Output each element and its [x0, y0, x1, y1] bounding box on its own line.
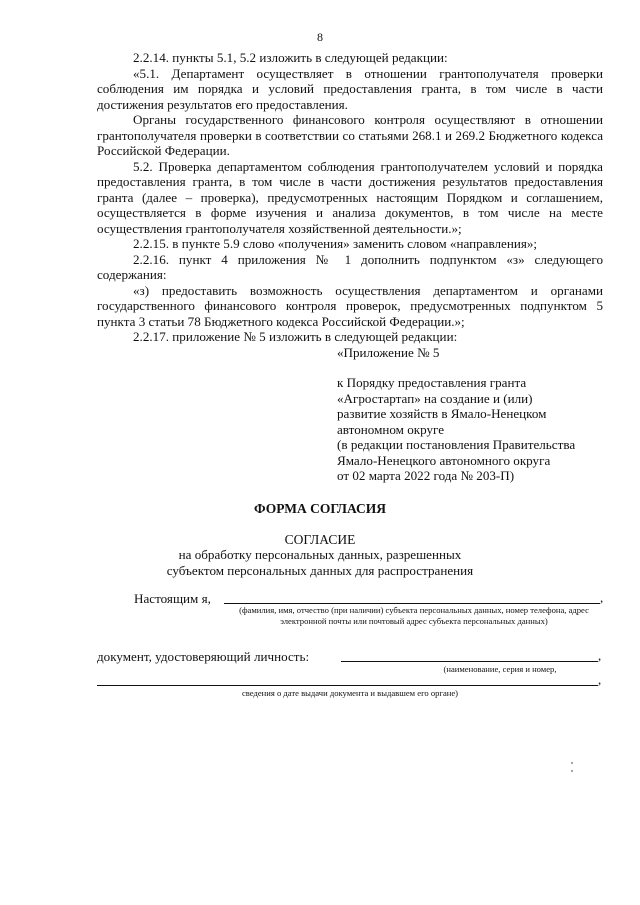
- appendix-block: [337, 345, 603, 484]
- name-label: Настоящим я,: [134, 591, 211, 606]
- doc-details-hint: сведения о дате выдачи документа и выдавшем его органе): [241, 688, 459, 698]
- paragraph: Органы государственного финансового контроля осуществляют в отношении грантополучателя проверки в соответствии со статьями 268.1 и 269.2 Бюджетного кодекса Российской Федерации.: [97, 112, 603, 158]
- appendix-line: от 02 марта 2022 года № 203-П): [337, 468, 515, 483]
- appendix-line: развитие хозяйств в Ямало-Ненецком: [337, 406, 547, 421]
- consent-title: СОГЛАСИЕ: [284, 532, 356, 547]
- appendix-line: к Порядку предоставления гранта: [337, 375, 527, 390]
- doc-comma: ,: [598, 648, 602, 663]
- doc-details-field[interactable]: [97, 685, 598, 686]
- name-comma: ,: [600, 590, 604, 605]
- appendix-heading: «Приложение № 5: [337, 344, 440, 360]
- page-number: 8: [317, 30, 323, 44]
- appendix-spacer: [337, 360, 603, 375]
- paragraph: 2.2.15. в пункте 5.9 слово «получения» заменить словом «направления»;: [133, 236, 538, 251]
- paragraph: 2.2.14. пункты 5.1, 5.2 изложить в следующей редакции:: [133, 50, 448, 65]
- doc-field[interactable]: [341, 661, 598, 662]
- appendix-line: Ямало-Ненецкого автономного округа: [337, 452, 551, 468]
- paragraph: 2.2.16. пункт 4 приложения № 1 дополнить подпунктом «з» следующего содержания:: [97, 251, 603, 282]
- name-field-hint: (фамилия, имя, отчество (при наличии) субъекта персональных данных, номер телефона, адрес электронной почты или почтовый адрес субъекта персональных данных): [239, 605, 589, 626]
- name-field[interactable]: [224, 603, 600, 604]
- appendix-line: автономном округе: [337, 421, 445, 437]
- paragraph: «з) предоставить возможность осуществления департаментом и органами государственного финансового контроля проверок, предусмотренных подпунктом 5 пункта 3 статьи 78 Бюджетного кодекса Российской Федерации.»;: [97, 282, 603, 329]
- paragraph: 5.2. Проверка департаментом соблюдения грантополучателем условий и порядка предоставления гранта, в том числе в части достижения результатов предоставления гранта (далее – проверка), предусмотренных настоящим Порядком и соглашением, осуществляется в форме изучения и анализа документов, в том числе на месте осуществления грантополучателя хозяйственной деятельности.»;: [97, 158, 603, 236]
- form-title: ФОРМА СОГЛАСИЯ: [253, 501, 387, 516]
- paragraph: 2.2.17. приложение № 5 изложить в следующей редакции:: [133, 329, 458, 344]
- document-body: [97, 50, 603, 484]
- scan-speck: [571, 770, 573, 772]
- scan-speck: [571, 762, 573, 764]
- paragraph: «5.1. Департамент осуществляет в отношении грантополучателя проверки соблюдения им порядка и условий предоставления гранта, в том числе в части достижения результатов его предоставления.: [97, 65, 603, 112]
- consent-subtitle: на обработку персональных данных, разрешенных субъектом персональных данных для распространения: [166, 547, 474, 578]
- doc-details-comma: ,: [598, 672, 602, 687]
- doc-field-hint: (наименование, серия и номер,: [443, 664, 557, 674]
- appendix-line: (в редакции постановления Правительства: [337, 437, 576, 452]
- doc-label: документ, удостоверяющий личность:: [97, 649, 310, 664]
- appendix-line: «Агростартап» на создание и (или): [337, 390, 533, 406]
